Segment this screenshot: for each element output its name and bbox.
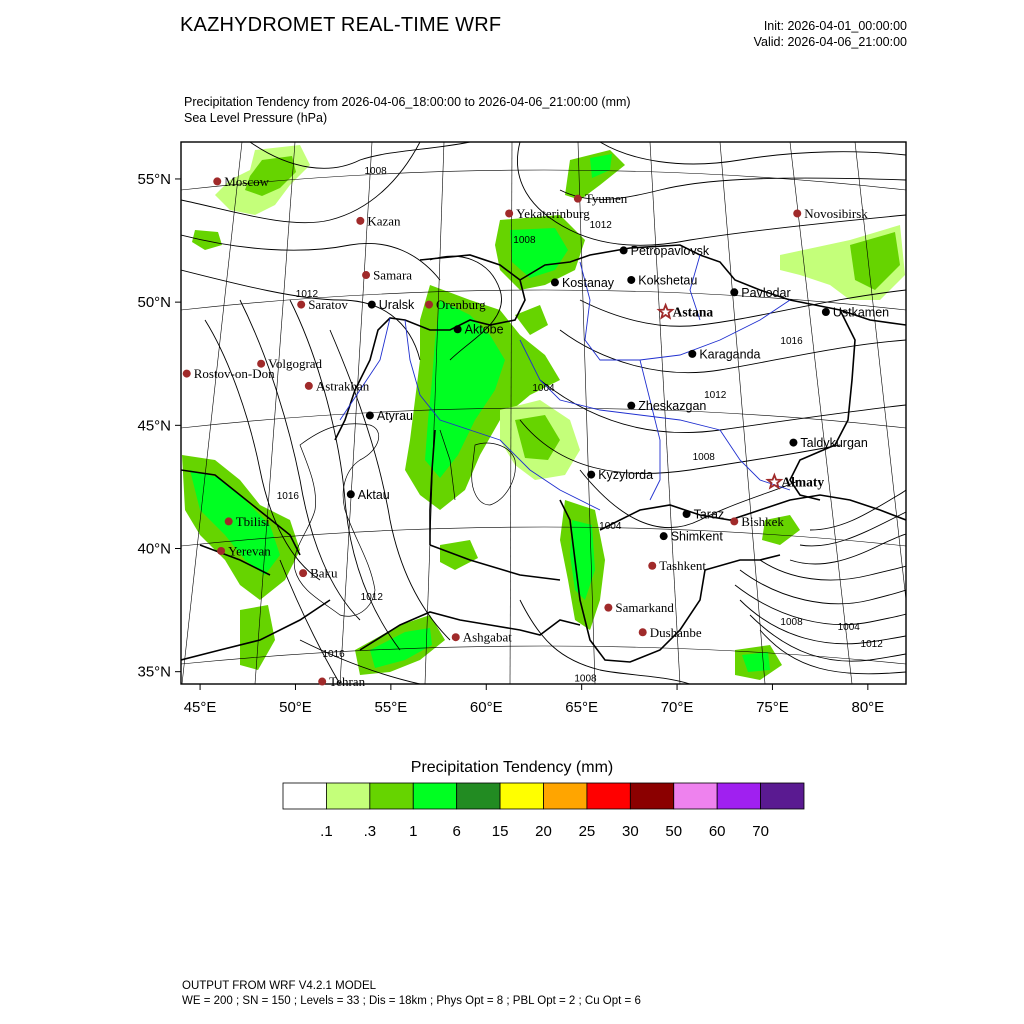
city-ustkamen xyxy=(822,305,889,319)
city-label: Petropavlovsk xyxy=(630,243,710,258)
city-dot-icon xyxy=(793,209,801,217)
city-label: Kostanay xyxy=(561,275,615,290)
legend-title: Precipitation Tendency (mm) xyxy=(410,759,614,776)
city-dot-icon xyxy=(587,471,595,479)
isobar-label: 1004 xyxy=(837,621,860,633)
city-label: Uralsk xyxy=(378,298,415,313)
legend-label: .3 xyxy=(363,823,377,840)
field-title-precip: Precipitation Tendency from 2026-04-06_18:00:00 to 2026-04-06_21:00:00 (mm) xyxy=(184,95,631,109)
legend-label: 20 xyxy=(535,823,552,840)
city-label: Pavlodar xyxy=(741,285,791,300)
city-dot-icon xyxy=(505,209,513,217)
legend-swatch xyxy=(544,783,587,809)
isobar-label: 1016 xyxy=(780,336,803,348)
city-astrakhan xyxy=(305,378,370,393)
city-pavlodar xyxy=(730,286,790,300)
legend-label: 70 xyxy=(752,823,769,840)
city-zheskazgan xyxy=(627,399,706,413)
city-label: Astana xyxy=(672,304,714,320)
city-aktau xyxy=(347,488,390,502)
isobar-label: 1016 xyxy=(276,491,299,503)
capital-star-icon xyxy=(768,475,781,488)
isobar-label: 1008 xyxy=(574,673,597,685)
city-dot-icon xyxy=(627,276,635,284)
city-label: Samarkand xyxy=(615,600,674,616)
city-astana xyxy=(659,304,713,319)
city-label: Aktobe xyxy=(464,322,504,337)
precip-area-turkmen-east xyxy=(440,540,478,570)
city-samara xyxy=(362,268,412,283)
main-title: KAZHYDROMET REAL-TIME WRF xyxy=(180,14,502,36)
legend-label: 60 xyxy=(708,823,726,840)
lon-tick-label: 70°E xyxy=(660,699,694,716)
city-label: Taraz xyxy=(693,507,725,522)
city-tehran xyxy=(318,674,365,689)
city-ashgabat xyxy=(452,630,512,645)
legend-label: 30 xyxy=(621,823,639,840)
city-dot-icon xyxy=(452,633,460,641)
city-dot-icon xyxy=(648,562,656,570)
city-dot-icon xyxy=(297,301,305,309)
city-dot-icon xyxy=(318,678,326,686)
lon-tick-label: 80°E xyxy=(851,699,885,716)
lat-tick-label: 45°N xyxy=(137,417,171,435)
city-label: Orenburg xyxy=(436,297,486,313)
city-label: Ustkamen xyxy=(832,305,890,320)
city-dot-icon xyxy=(574,195,582,203)
city-label: Kokshetau xyxy=(638,273,698,288)
lon-tick-label: 55°E xyxy=(374,699,408,716)
city-tashkent xyxy=(648,558,706,573)
init-time: Init: 2026-04-01_00:00:00 xyxy=(763,19,907,33)
city-label: Astrakhan xyxy=(315,378,370,394)
lat-tick-label: 55°N xyxy=(137,170,171,188)
city-label: Atyrau xyxy=(376,408,414,423)
city-kostanay xyxy=(551,276,615,290)
city-label: Shimkent xyxy=(670,529,723,544)
isobar-label: 1004 xyxy=(532,382,555,394)
legend-label: 25 xyxy=(578,823,596,840)
legend-label: .1 xyxy=(320,823,333,840)
city-atyrau xyxy=(366,409,413,423)
city-dot-icon xyxy=(604,604,612,612)
city-label: Zheskazgan xyxy=(638,399,707,414)
lon-tick-label: 75°E xyxy=(756,699,789,716)
isobar-label: 1008 xyxy=(364,166,387,178)
isobar-label: 1012 xyxy=(704,390,727,402)
city-uralsk xyxy=(368,298,415,312)
city-label: Moscow xyxy=(224,173,270,189)
city-taraz xyxy=(683,508,725,522)
capital-star-icon xyxy=(659,305,672,318)
city-label: Kyzylorda xyxy=(598,468,654,483)
precip-area-caucasus-south xyxy=(240,605,275,670)
city-dot-icon xyxy=(688,350,696,358)
legend-swatch xyxy=(587,783,630,809)
isobar-label: 1008 xyxy=(692,451,715,463)
city-kazan xyxy=(356,213,401,228)
city-label: Aktau xyxy=(357,487,390,502)
city-dot-icon xyxy=(454,325,462,333)
city-novosibirsk xyxy=(793,206,868,221)
city-almaty xyxy=(768,474,825,489)
isobar-label: 1012 xyxy=(360,592,383,604)
footer-config: WE = 200 ; SN = 150 ; Levels = 33 ; Dis = 18km ; Phys Opt = 8 ; PBL Opt = 2 ; Cu Opt = 6 xyxy=(182,995,641,1007)
city-dot-icon xyxy=(213,177,221,185)
city-dot-icon xyxy=(362,271,370,279)
lat-tick-label: 50°N xyxy=(137,294,171,312)
city-kokshetau xyxy=(627,273,697,287)
legend-swatch xyxy=(457,783,500,809)
legend-swatch xyxy=(717,783,760,809)
city-bishkek xyxy=(730,514,784,529)
isobar-label: 1004 xyxy=(599,520,622,532)
city-label: Dushanbe xyxy=(649,624,702,640)
city-label: Almaty xyxy=(781,474,825,490)
footer-model: OUTPUT FROM WRF V4.2.1 MODEL xyxy=(182,980,377,992)
legend-swatch xyxy=(370,783,413,809)
city-dot-icon xyxy=(368,301,376,309)
city-shimkent xyxy=(660,530,724,544)
valid-time: Valid: 2026-04-06_21:00:00 xyxy=(753,35,907,49)
city-dot-icon xyxy=(347,490,355,498)
city-dot-icon xyxy=(683,510,691,518)
legend-label: 50 xyxy=(665,823,683,840)
legend-swatch xyxy=(413,783,456,809)
city-label: Taldykurgan xyxy=(800,436,868,451)
city-dot-icon xyxy=(620,246,628,254)
city-dot-icon xyxy=(299,569,307,577)
legend-swatch xyxy=(674,783,717,809)
city-rostov-on-don xyxy=(183,366,275,381)
city-label: Karaganda xyxy=(699,347,761,362)
city-label: Tyumen xyxy=(584,191,628,207)
city-dot-icon xyxy=(183,370,191,378)
city-label: Rostov-on-Don xyxy=(193,366,275,382)
city-label: Volgograd xyxy=(268,356,323,372)
city-dot-icon xyxy=(225,517,233,525)
city-kyzylorda xyxy=(587,468,653,482)
lon-tick-label: 60°E xyxy=(469,699,503,716)
isobar-label: 1012 xyxy=(295,289,319,301)
city-label: Novosibirsk xyxy=(804,205,868,221)
legend-swatch xyxy=(761,783,804,809)
lon-tick-label: 50°E xyxy=(279,699,312,716)
isobar-label: 1008 xyxy=(780,616,803,628)
lon-tick-label: 65°E xyxy=(565,699,599,716)
lon-tick-label: 45°E xyxy=(183,699,217,716)
legend-swatch xyxy=(500,783,543,809)
city-label: Yerevan xyxy=(228,543,271,559)
legend-swatch xyxy=(326,783,369,809)
field-title-pressure: Sea Level Pressure (hPa) xyxy=(184,111,328,125)
city-label: Yekaterinburg xyxy=(516,205,590,221)
isobar-label: 1012 xyxy=(589,220,612,232)
city-dot-icon xyxy=(730,288,738,296)
city-label: Samara xyxy=(373,267,413,283)
legend-label: 1 xyxy=(409,823,418,840)
coastlines xyxy=(294,424,515,617)
city-samarkand xyxy=(604,600,674,615)
isobar-label: 1016 xyxy=(322,648,345,660)
city-dushanbe xyxy=(639,625,702,640)
legend-swatch xyxy=(283,783,326,809)
city-dot-icon xyxy=(660,532,668,540)
isobar-label: 1008 xyxy=(513,235,536,247)
city-label: Bishkek xyxy=(741,513,784,529)
legend-label: 6 xyxy=(452,823,461,840)
city-petropavlovsk xyxy=(620,244,710,258)
city-dot-icon xyxy=(305,382,313,390)
isobar-label: 1012 xyxy=(860,639,883,651)
precip-legend-bar xyxy=(283,783,804,840)
city-dot-icon xyxy=(822,308,830,316)
legend-swatch xyxy=(630,783,673,809)
city-yekaterinburg xyxy=(505,206,590,221)
city-label: Baku xyxy=(310,565,338,581)
city-moscow xyxy=(213,174,269,189)
city-dot-icon xyxy=(789,439,797,447)
city-label: Kazan xyxy=(367,213,401,229)
city-label: Tashkent xyxy=(659,558,706,574)
city-dot-icon xyxy=(639,628,647,636)
city-label: Tbilisi xyxy=(235,513,270,529)
city-dot-icon xyxy=(425,301,433,309)
lat-tick-label: 35°N xyxy=(137,663,171,681)
city-dot-icon xyxy=(356,217,364,225)
city-label: Saratov xyxy=(308,297,348,313)
city-dot-icon xyxy=(551,278,559,286)
city-dot-icon xyxy=(627,402,635,410)
city-label: Ashgabat xyxy=(462,629,512,645)
city-karaganda xyxy=(688,347,760,361)
legend-label: 15 xyxy=(491,823,509,840)
city-dot-icon xyxy=(730,517,738,525)
precipitation-areas xyxy=(182,145,905,680)
city-label: Tehran xyxy=(329,674,366,690)
precip-area-moscow-south xyxy=(192,230,222,250)
city-taldykurgan xyxy=(789,436,867,450)
city-dot-icon xyxy=(217,547,225,555)
lat-tick-label: 40°N xyxy=(137,540,171,558)
city-dot-icon xyxy=(366,411,374,419)
